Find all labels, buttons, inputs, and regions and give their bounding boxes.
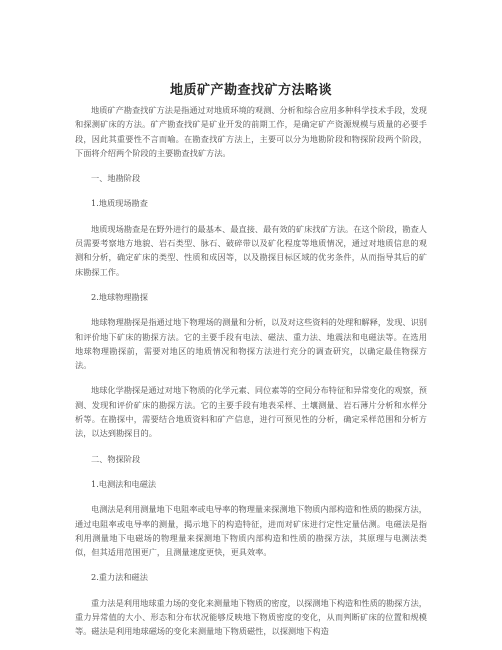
- subheading-gravity-magnetic: 2.重力法和磁法: [91, 572, 148, 583]
- paragraph-electrical: 电测法是利用测量地下电阻率或电导率的物理量来探测地下物质内部构造和性质的勘探方法，通过电阻率或电导率的测量，揭示地下的构造特征，进而对矿床进行定性定量估测。电磁法是指利用测量地下电磁场的物理量来探测地下物质内部构造和性质的勘探方法，其原理与电测法类似，但其适用范围更广，且测量速度更快，更具效率。: [75, 504, 427, 558]
- intro-paragraph: 地质矿产勘查找矿方法是指通过对地质环境的观测、分析和综合应用多种科学技术手段，发现和探测矿床的方法。矿产勘查找矿是矿业开发的前期工作，是确定矿产资源规模与质量的必要手段，因此其重要性不言而喻。在勘查找矿方法上，主要可以分为地勘阶段和物探阶段两个阶段，下面将介绍两个阶段的主要勘查找矿方法。: [75, 105, 427, 158]
- paragraph-geochemical: 地球化学勘探是通过对地下物质的化学元素、同位素等的空间分布特征和异常变化的观察，预测、发现和评价矿床的勘探方法。它的主要手段有地表采样、土壤测量、岩石薄片分析和水样分析等。在勘探中，需要结合地质资料和矿产信息，进行可预见性的分析，确定采样范围和分析方法，以达到勘探目的。: [75, 385, 427, 439]
- section-heading-survey: 一、地勘阶段: [91, 173, 141, 184]
- paragraph-gravity-magnetic: 重力法是利用地球重力场的变化来测量地下物质的密度，以探测地下构造和性质的勘探方法，重力异常值的大小、形态和分布状况能够反映地下物质密度的变化，从而判断矿床的位置和规模等。磁法是利用地球磁场的变化来测量地下物质磁性，以探测地下构造: [75, 597, 427, 637]
- document-body: [75, 103, 427, 650]
- subheading-field-survey: 1.地质现场勘查: [91, 198, 148, 209]
- section-heading-geophysical-stage: 二、物探阶段: [91, 453, 141, 464]
- document-title: 地质矿产勘查找矿方法略谈: [169, 83, 332, 98]
- paragraph-field-survey: 地质现场勘查是在野外进行的最基本、最直接、最有效的矿床找矿方法。在这个阶段，勘查人员需要考察地方地貌、岩石类型、脉石、破碎带以及矿化程度等地质情况，通过对地质信息的观测和分析，确定矿床的类型、性质和成因等，以及勘探目标区域的优劣条件，从而指导其后的矿床勘探工作。: [75, 223, 427, 277]
- subheading-electrical: 1.电测法和电磁法: [91, 478, 157, 489]
- subheading-geophysical: 2.地球物理勘探: [91, 291, 148, 302]
- paragraph-geophysical: 地球物理勘探是指通过地下物理场的测量和分析，以及对这些资料的处理和解释，发现、识别和评价地下矿床的勘探方法。它的主要手段有电法、磁法、重力法、地震法和电磁法等。在选用地球物理勘探前，需要对地区的地质情况和物探方法进行充分的调查研究，以确定最佳物探方法。: [75, 317, 427, 371]
